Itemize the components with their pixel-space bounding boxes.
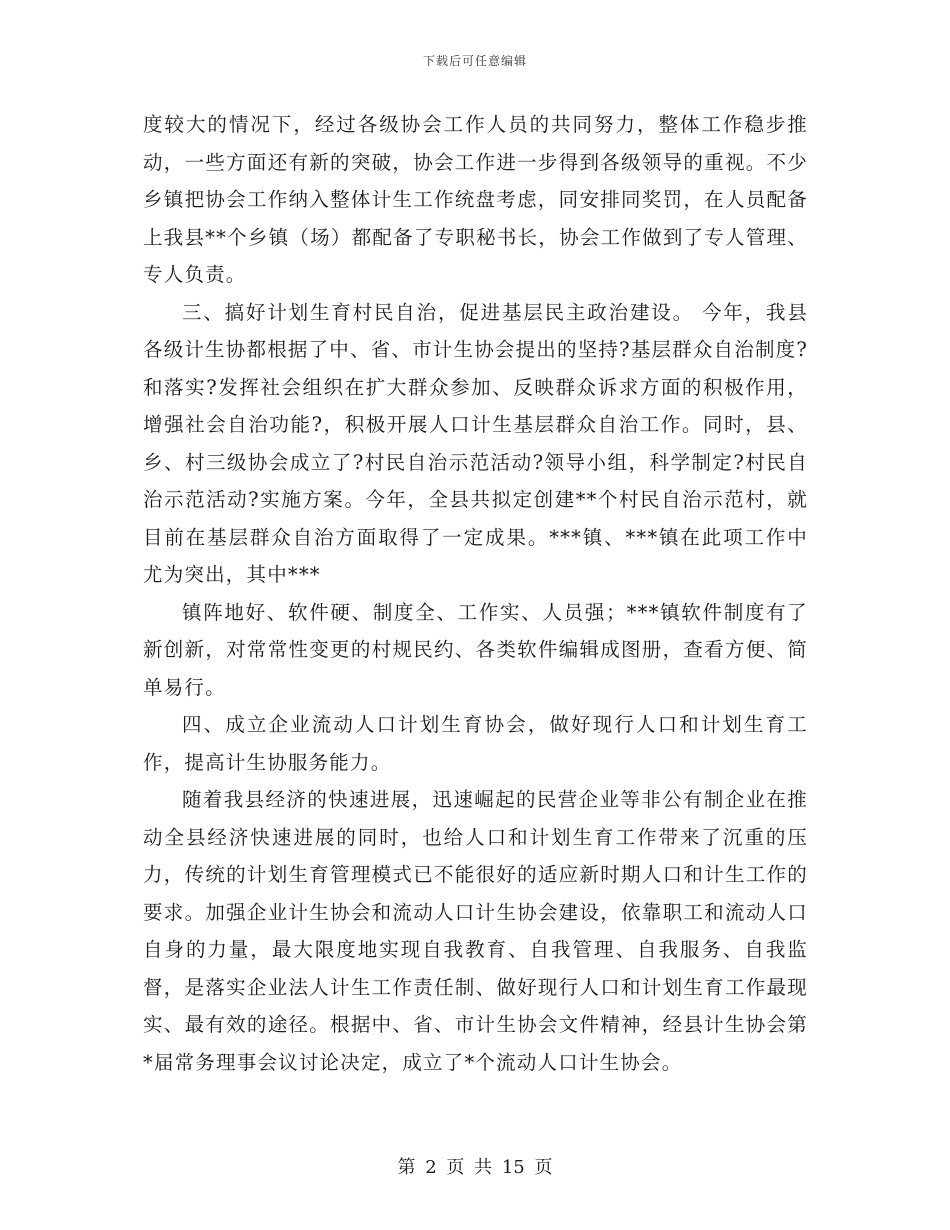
page-number-footer: 第 2 页 共 15 页 [397, 1157, 553, 1178]
document-body [143, 106, 808, 1081]
paragraph-4: 四、成立企业流动人口计划生育协会，做好现行人口和计划生育工作，提高计生协服务能力。 [143, 713, 808, 774]
paragraph-5: 随着我县经济的快速进展，迅速崛起的民营企业等非公有制企业在推动全县经济快速进展的同时，也给人口和计划生育工作带来了沉重的压力，传统的计划生育管理模式已不能很好的适应新时期人口和计生工作的要求。加强企业计生协会和流动人口计生协会建设，依靠职工和流动人口自身的力量，最大限度地实现自我教育、自我管理、自我服务、自我监督，是落实企业法人计生工作责任制、做好现行人口和计划生育工作最现实、最有效的途径。根据中、省、市计生协会文件精神，经县计生协会第*届常务理事会议讨论决定，成立了*个流动人口计生协会。 [143, 788, 808, 1074]
paragraph-1: 度较大的情况下，经过各级协会工作人员的共同努力，整体工作稳步推动，一些方面还有新的突破，协会工作进一步得到各级领导的重视。不少乡镇把协会工作纳入整体计生工作统盘考虑，同安排同奖罚，在人员配备上我县**个乡镇（场）都配备了专职秘书长，协会工作做到了专人管理、专人负责。 [143, 113, 808, 286]
paragraph-2: 三、搞好计划生育村民自治，促进基层民主政治建设。 今年，我县各级计生协都根据了中、省、市计生协会提出的坚持?基层群众自治制度?和落实?发挥社会组织在扩大群众参加、反映群众诉求方面的积极作用，增强社会自治功能?，积极开展人口计生基层群众自治工作。同时，县、乡、村三级协会成立了?村民自治示范活动?领导小组，科学制定?村民自治示范活动?实施方案。今年，全县共拟定创建**个村民自治示范村，就目前在基层群众自治方面取得了一定成果。***镇、***镇在此项工作中尤为突出，其中*** [143, 300, 809, 586]
page-header: 下载后可任意编辑 [422, 54, 527, 68]
paragraph-3: 镇阵地好、软件硬、制度全、工作实、人员强；***镇软件制度有了新创新，对常常性变更的村规民约、各类软件编辑成图册，查看方便、简单易行。 [143, 600, 808, 699]
